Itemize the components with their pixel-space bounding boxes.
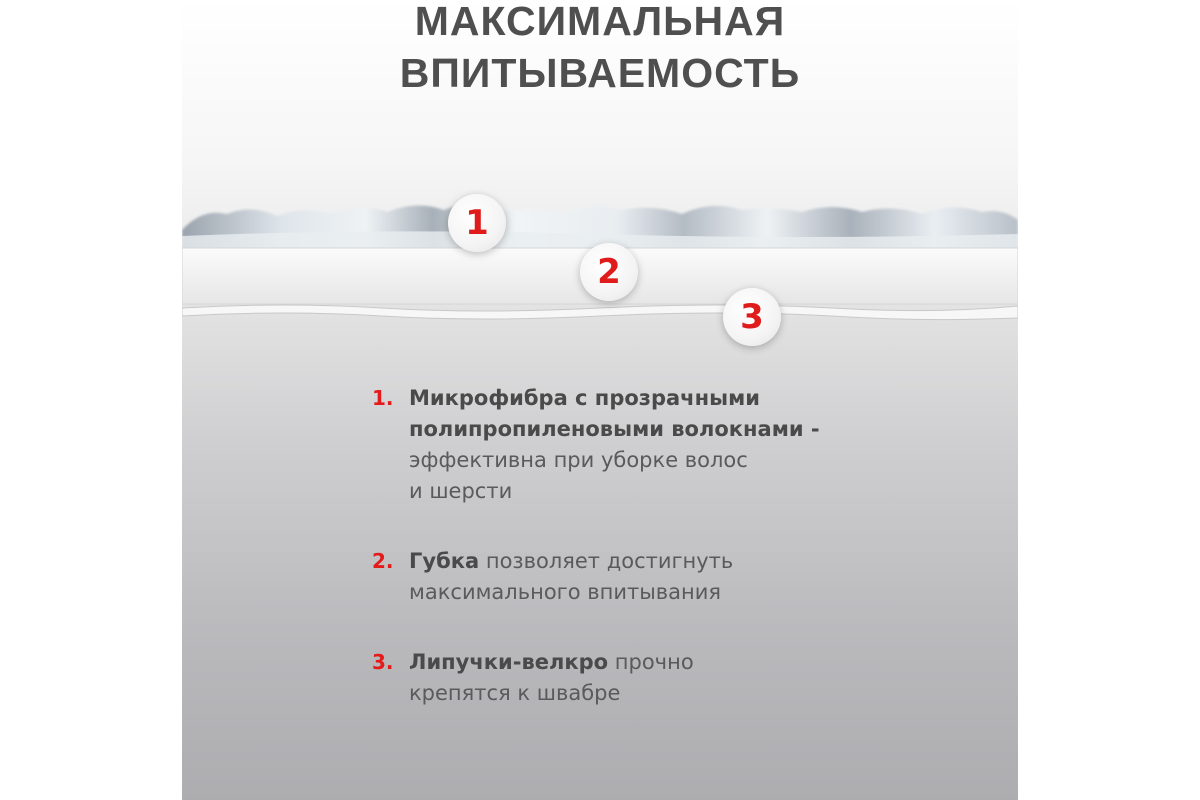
layers-illustration <box>182 190 1018 340</box>
item-text <box>409 383 992 507</box>
layer-badge-3: 3 <box>723 288 781 346</box>
layer-badge-1: 1 <box>448 194 506 252</box>
title-line-2: ВПИТЫВАЕМОСТЬ <box>399 50 801 96</box>
feature-list <box>372 383 992 748</box>
list-item <box>372 647 992 709</box>
title-line-1: МАКСИМАЛЬНАЯ <box>414 0 786 44</box>
item-regular-text: прочно крепятся к швабре <box>409 650 694 705</box>
item-number: 1. <box>372 386 394 410</box>
list-item <box>372 546 992 608</box>
product-card <box>182 0 1018 800</box>
item-regular-text: эффективна при уборке волос и шерсти <box>409 448 748 503</box>
item-number: 2. <box>372 549 394 573</box>
item-bold-text: Губка <box>409 549 480 573</box>
item-bold-text: Микрофибра с прозрачными полипропиленовыми волокнами - <box>409 386 820 441</box>
item-regular-text: позволяет достигнуть максимального впитывания <box>409 549 734 604</box>
layer-badge-2: 2 <box>580 243 638 301</box>
item-bold-text: Липучки-велкро <box>409 650 609 674</box>
item-text <box>409 546 992 608</box>
item-number: 3. <box>372 650 394 674</box>
list-item <box>372 383 992 507</box>
item-text <box>409 647 992 709</box>
page-title <box>182 0 1018 99</box>
